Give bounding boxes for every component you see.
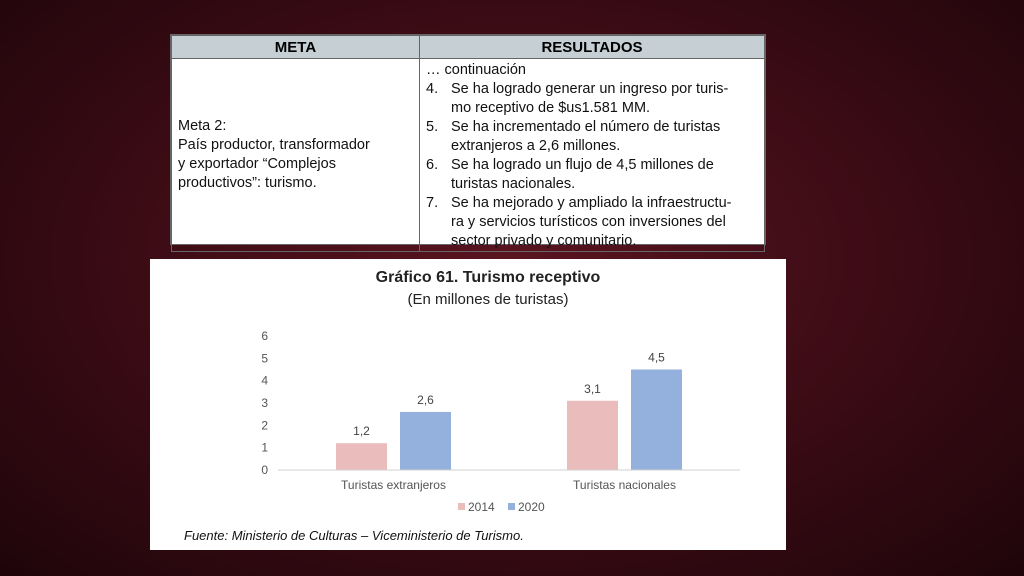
chart-legend bbox=[458, 500, 545, 514]
y-tick-label: 2 bbox=[261, 418, 268, 433]
item-line: ra y servicios turísticos con inversiones del bbox=[451, 214, 726, 230]
bars-group bbox=[336, 351, 682, 471]
data-label: 1,2 bbox=[353, 424, 370, 439]
meta-line: productivos”: turismo. bbox=[178, 175, 317, 191]
item-line: extranjeros a 2,6 millones. bbox=[451, 138, 621, 154]
list-item bbox=[426, 156, 758, 194]
source-note: Fuente: Ministerio de Culturas – Viceministerio de Turismo. bbox=[184, 528, 524, 543]
meta-cell bbox=[172, 59, 420, 252]
list-item bbox=[426, 80, 758, 118]
results-cell bbox=[420, 59, 765, 252]
item-number: 5. bbox=[426, 119, 439, 135]
tourism-bar-chart bbox=[150, 259, 786, 550]
data-label: 4,5 bbox=[648, 350, 665, 365]
meta-line: Meta 2: bbox=[178, 118, 227, 134]
bar-2014 bbox=[336, 443, 387, 470]
list-item bbox=[426, 194, 758, 251]
x-category-label: Turistas nacionales bbox=[573, 478, 676, 492]
item-text bbox=[451, 118, 758, 156]
y-tick-label: 0 bbox=[261, 463, 268, 477]
table-header-row bbox=[172, 36, 765, 59]
item-line: mo receptivo de $us1.581 MM. bbox=[451, 100, 651, 116]
item-line: sector privado y comunitario. bbox=[451, 233, 637, 249]
item-line: Se ha logrado generar un ingreso por turis- bbox=[451, 81, 729, 97]
header-meta: META bbox=[172, 36, 420, 59]
data-label: 2,6 bbox=[417, 392, 434, 407]
meta-line: y exportador “Complejos bbox=[178, 156, 336, 172]
legend-label: 2020 bbox=[518, 500, 545, 514]
chart-subtitle: (En millones de turistas) bbox=[407, 291, 569, 308]
y-axis bbox=[261, 329, 268, 477]
list-item bbox=[426, 118, 758, 156]
item-number: 7. bbox=[426, 195, 439, 211]
continuation-text: … continuación bbox=[426, 62, 526, 78]
goals-table bbox=[170, 34, 766, 249]
item-text bbox=[451, 80, 758, 118]
y-tick-label: 3 bbox=[261, 396, 268, 410]
item-line: Se ha mejorado y ampliado la infraestructu- bbox=[451, 195, 732, 211]
item-number: 4. bbox=[426, 81, 439, 97]
bar-2014 bbox=[567, 401, 618, 470]
x-category-label: Turistas extranjeros bbox=[341, 478, 446, 492]
item-line: Se ha logrado un flujo de 4,5 millones de bbox=[451, 157, 714, 173]
meta-results-table bbox=[171, 35, 765, 252]
item-line: turistas nacionales. bbox=[451, 176, 576, 192]
bar-2020 bbox=[400, 412, 451, 470]
meta-line: País productor, transformador bbox=[178, 137, 370, 153]
legend-swatch bbox=[508, 503, 515, 510]
item-text bbox=[451, 156, 758, 194]
item-number: 6. bbox=[426, 157, 439, 173]
legend-label: 2014 bbox=[468, 500, 495, 514]
y-tick-label: 6 bbox=[261, 329, 268, 343]
bar-2020 bbox=[631, 370, 682, 471]
chart-panel bbox=[150, 259, 786, 550]
item-text bbox=[451, 194, 758, 251]
y-tick-label: 4 bbox=[261, 373, 268, 388]
header-resultados: RESULTADOS bbox=[420, 36, 765, 59]
results-list bbox=[426, 80, 758, 251]
table-row bbox=[172, 59, 765, 252]
item-line: Se ha incrementado el número de turistas bbox=[451, 119, 721, 135]
data-label: 3,1 bbox=[584, 381, 601, 396]
x-axis-labels bbox=[341, 478, 676, 492]
chart-title: Gráfico 61. Turismo receptivo bbox=[375, 269, 601, 286]
y-tick-label: 5 bbox=[261, 351, 268, 366]
y-tick-label: 1 bbox=[261, 440, 268, 455]
legend-swatch bbox=[458, 503, 465, 510]
